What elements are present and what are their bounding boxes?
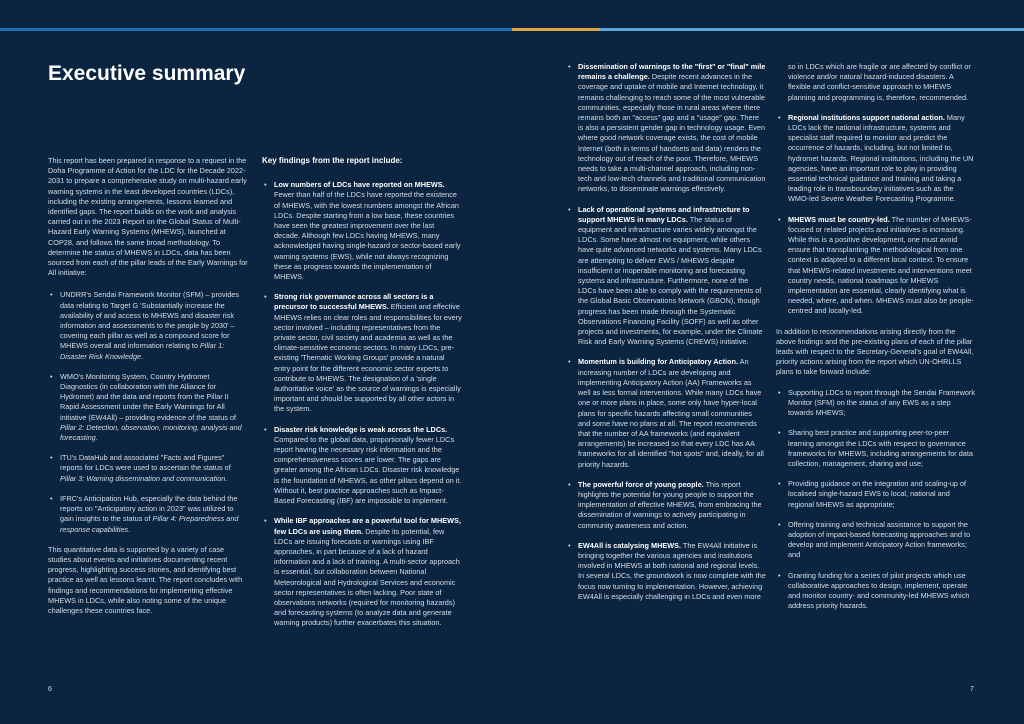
recommendation-item: • Sharing best practice and supporting peer-to-peer learning amongst the LDCs with respect to governance frameworks for MHEWS, including arrangements for data collection, management, sharing and use; [776, 428, 976, 469]
source-item: • WMO's Monitoring System, Country Hydromet Diagnostics (in collaboration with the Alliance for Hydromet) and the data and reports from the Pillar II Rapid Assessment under the Early Warnings for All initiative (EW4All) – providing evidence of the status of Pillar 2: Detection, observation, monitoring, analysis and forecasting. [48, 372, 248, 443]
source-list [48, 290, 248, 534]
finding-item: • Dissemination of warnings to the "first" or "final" mile remains a challenge. Despite recent advances in the coverage and uptake of mobile and Internet technology, it remains challenging to reach some of the most vulnerable communities, especially those in rural areas where there remains both an "access" gap and a "usage" gap. There is also a persistent gender gap in technology usage. Even where good network coverage exists, the cost of mobile Internet (both in terms of handsets and data) renders the technology out of reach of the poor. Therefore, MHEWS needs to take a multi-channel approach, including non-tech and low-tech channels and traditional communication networks, to disseminate warnings effectively. [566, 62, 766, 195]
top-bar-blue [0, 28, 512, 31]
closing-paragraph: This quantitative data is supported by a variety of case studies about events and initiatives documenting recent progress, highlighting success stories, and identifying best practice as well as lessons learnt. The report concludes with findings and recommendations for implementing effective MHEWS in LDCs, while also noting some of the unique challenges these countries face. [48, 544, 243, 615]
findings-list [262, 180, 462, 628]
source-item: • ITU's DataHub and associated "Facts and Figures" reports for LDCs were used to ascertain the status of Pillar 3: Warning dissemination and communication. [48, 453, 248, 484]
recommendations-intro: In addition to recommendations arising directly from the above findings and the pre-existing plans of each of the pillar leads with respect to the Secretary-General's goal of EW4All, priority actions arising from the report which UN-OHRLLS plans to take forward include: [776, 326, 974, 377]
continuation-paragraph: so in LDCs which are fragile or are affected by conflict or violence and/or natural hazard-induced disasters. A flexible and conflict-sensitive approach to MHEWS planning and programming is, therefore, recommended. [788, 62, 971, 102]
finding-item: • Lack of operational systems and infrastructure to support MHEWS in many LDCs. The status of equipment and infrastructure varies widely amongst the LDCs. Some have almost no equipment, while others have quite advanced networks and systems. Many LDCs are attempting to deliver EWS / MHEWS despite insufficient or inoperable monitoring and forecasting systems and infrastructure. Furthermore, none of the LDCs have been able to comply with the requirements of the Global Basic Observations Network (GBON), though progress has been made through the Systematic Observations Financing Facility (SOFF) as well as other projects and investments, for example, under the Climate Risk and Early Warning Systems (CREWS) initiative. [566, 205, 766, 348]
finding-item: • EW4All is catalysing MHEWS. The EW4All initiative is bringing together the various agencies and institutions involved in MHEWS at both national and regional levels. In several LDCs, the groundwork is now complete with the focus now turning to implementation. However, achieving EW4All is especially challenging in LDCs and even more [566, 541, 766, 602]
recommendations-list [776, 388, 976, 612]
column-findings-1 [262, 156, 462, 639]
finding-item: • Momentum is building for Anticipatory Action. An increasing number of LDCs are developing and implementing Anticipatory Action (AA) Frameworks as well as less formal interventions. While many LDCs have one or more plans in place, some only have hyper-local plans for specific hazards affecting small communities and some have no plans at all. The report recommends that the number of AA frameworks (and equivalent arrangements) be increased so that every LDC has AA frameworks for all identified "hot spots" and, ideally, for all priority hazards. [566, 357, 766, 469]
top-bar-light [600, 28, 1024, 31]
column-findings-3 [776, 62, 976, 621]
recommendation-item: • Supporting LDCs to report through the Sendai Framework Monitor (SFM) on the status of any EWS as a step towards MHEWS; [776, 388, 976, 419]
recommendation-item: • Providing guidance on the integration and scaling-up of localised single-hazard EWS to local, national and regional MHEWS as appropriate; [776, 479, 976, 510]
findings-list [566, 62, 766, 602]
recommendation-item: • Granting funding for a series of pilot projects which use collaborative approaches to design, implement, operate and monitor country- and community-led MHEWS which address priority hazards. [776, 571, 976, 612]
finding-item: • Disaster risk knowledge is weak across the LDCs. Compared to the global data, proportionally fewer LDCs report having the necessary risk information and the comprehensiveness scores are lower. The gaps are greater among the African LDCs. Disaster risk knowledge is the foundation of MHEWS, as other pillars depend on it. Without it, best practice approaches such as Impact-Based Forecasting (IBF) are impossible to implement. [262, 425, 462, 507]
finding-item: • While IBF approaches are a powerful tool for MHEWS, few LDCs are using them. Despite its potential, few LDCs are issuing forecasts or warnings using IBF approaches, in part because of a lack of hazard information and a lack of training. A multi-sector approach is essential, but collaboration between National Meteorological and Hydrological Services and economic sector representatives is often lacking. Poor state of observations networks (required for monitoring hazards) and forecasting systems (to analyze data and generate warning products) further exacerbates this situation. [262, 516, 462, 628]
finding-item: • Low numbers of LDCs have reported on MHEWS. Fewer than half of the LDCs have reported the existence of MHEWS, with the lowest numbers amongst the African LDCs. Despite starting from a low base, these countries have seen the greatest improvement over the last decade. Although few LDCs having MHEWS, many acknowledged having single-hazard or sector-based early warning systems (EWS), while not always recognizing these as progress towards the implementation of MHEWS. [262, 180, 462, 282]
top-bar-gold [512, 28, 600, 31]
page-title: Executive summary [48, 62, 246, 85]
recommendation-item: • Offering training and technical assistance to support the adoption of impact-based forecasting approaches and to develop and implement Anticipatory Action frameworks; and [776, 520, 976, 561]
finding-item: • MHEWS must be country-led. The number of MHEWS-focused or related projects and initiatives is increasing. While this is a positive development, one must avoid ensure that transplanting the methodological from one context is adapted to a different local context. To ensure that MHEWS-related investments and interventions meet country needs, national roadmaps for MHEWS implementation are essential, clearly identifying what is needed, where, and when. MHEWS must also be people-centred and locally-led. [776, 215, 976, 317]
intro-paragraph: This report has been prepared in response to a request in the Doha Programme of Action for the LDC for the Decade 2022-2031 to prepare a comprehensive study on multi-hazard early warning systems in the least developed countries (LDCs), including the existing arrangements, lessons learned and identified gaps. The report builds on the work and analysis carried out in the 2023 Report on the Global Status of Multi-Hazard Early Warning Systems (MHEWS), launched at COP28, and follows the same broad methodology. To determine the status of MHEWS in LDCs, data has been sourced from each of the pillar leads of the Early Warnings for All initiative: [48, 156, 248, 278]
column-intro [48, 156, 248, 623]
page-number-right: 7 [970, 686, 974, 693]
finding-item: • The powerful force of young people. This report highlights the potential for young people to support the implementation of effective MHEWS, from embracing the dissemination of warnings to actively participating in community awareness and action. [566, 480, 766, 531]
finding-item: • Strong risk governance across all sectors is a precursor to successful MHEWS. Efficient and effective MHEWS relies on clear roles and responsibilities for every sector involved – including representatives from the private sector, civil society and academia as well as the climate-sensitive economic sectors. In many LDCs, pre-existing 'Thematic Working Groups' provide a natural entry point for the different economic sector experts to contribute to MHEWS. The designation of a 'single authoritative voice' as the source of warnings is especially important and should be supported by all other actors in the system. [262, 292, 462, 414]
source-item: • UNDRR's Sendai Framework Monitor (SFM) – provides data relating to Target G 'Substantially increase the availability of and access to MHEWS and disaster risk information and assessments to the people by 2030' – covering each pillar as well as a compound score for MHEWS overall and information relating to Pillar 1: Disaster Risk Knowledge. [48, 290, 248, 361]
findings-list [776, 113, 976, 317]
finding-item: • Regional institutions support national action. Many LDCs lack the national infrastructure, systems and specialist staff required to monitor and predict the occurrence of hazards, including, but not limited to, hydromet hazards. Regional institutions, including the UN agencies, have an important role to play in providing essential technical guidance and training and taking a leading role in transboundary initiatives such as the WMO-led Severe Weather Forecasting Programme. [776, 113, 976, 205]
column-findings-2 [566, 62, 766, 612]
page-number-left: 6 [48, 686, 52, 693]
key-findings-heading: Key findings from the report include: [262, 156, 403, 165]
source-item: • IFRC's Anticipation Hub, especially the data behind the reports on "Anticipatory action in 2023" was utilized to gain insights to the status of Pillar 4: Preparedness and response capabilities. [48, 494, 248, 535]
